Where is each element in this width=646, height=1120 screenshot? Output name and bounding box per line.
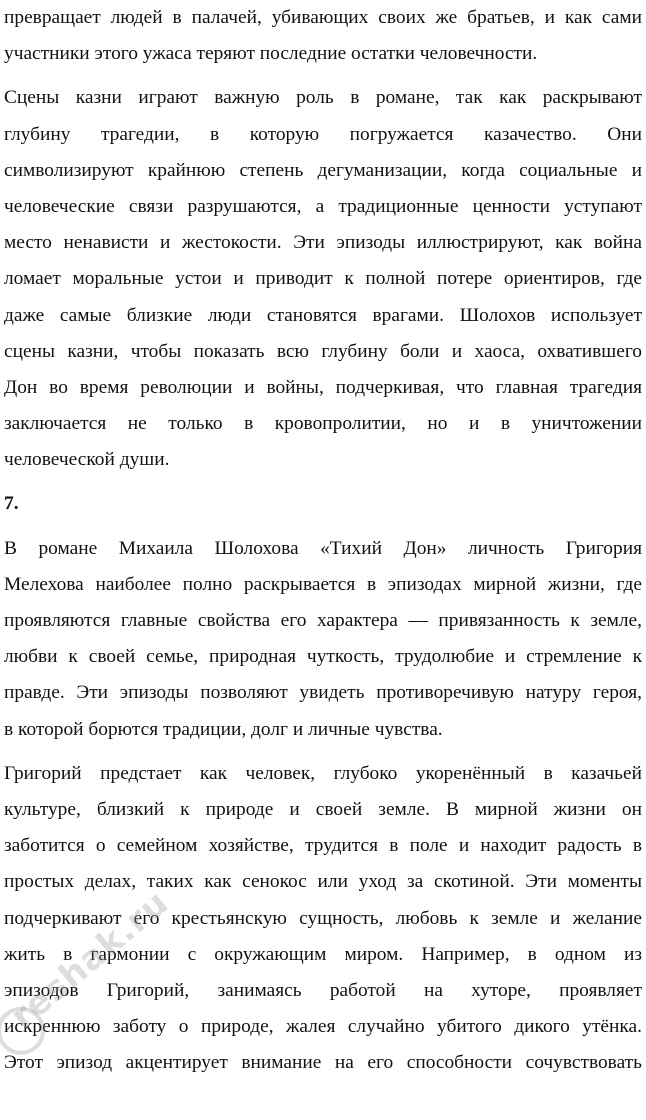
text-line: простых делах, таких как сенокос или уход за скотиной. Эти моменты	[4, 871, 642, 893]
document-page	[4, 0, 642, 1089]
text-line: человеческой души.	[4, 449, 170, 471]
text-line: подчеркивают его крестьянскую сущность, любовь к земле и желание	[4, 907, 642, 929]
text-line: символизируют крайнюю степень дегуманизации, когда социальные и	[4, 159, 642, 181]
text-line: Этот эпизод акцентирует внимание на его способности сочувствовать	[4, 1052, 642, 1074]
text-line: Григорий предстает как человек, глубоко укоренённый в казачьей	[4, 762, 642, 784]
text-line: участники этого ужаса теряют последние остатки человечности.	[4, 43, 538, 65]
paragraph-1	[4, 0, 642, 72]
paragraph-3	[4, 531, 642, 748]
text-line: искреннюю заботу о природе, жалея случайно убитого дикого утёнка.	[4, 1016, 642, 1038]
text-line: место ненависти и жестокости. Эти эпизоды иллюстрируют, как война	[4, 232, 642, 254]
text-line: В романе Михаила Шолохова «Тихий Дон» личность Григория	[4, 537, 642, 559]
watermark-text: reshak.ru	[3, 882, 177, 1038]
section-number-heading: 7.	[4, 493, 19, 515]
text-line: Мелехова наиболее полно раскрывается в эпизодах мирной жизни, где	[4, 573, 642, 595]
text-line: заботится о семейном хозяйстве, трудится в поле и находит радость в	[4, 835, 642, 857]
text-line: эпизодов Григорий, занимаясь работой на хуторе, проявляет	[4, 979, 642, 1001]
text-line: культуре, близкий к природе и своей земле. В мирной жизни он	[4, 798, 642, 820]
text-line: Дон во время революции и войны, подчеркивая, что главная трагедия	[4, 376, 642, 398]
text-line: превращает людей в палачей, убивающих своих же братьев, и как сами	[4, 7, 642, 28]
text-line: даже самые близкие люди становятся врагами. Шолохов использует	[4, 304, 642, 326]
text-line: глубину трагедии, в которую погружается казачество. Они	[4, 123, 642, 145]
text-line: проявляются главные свойства его характера — привязанность к земле,	[4, 610, 642, 631]
text-line: ломает моральные устои и приводит к полной потере ориентиров, где	[4, 268, 642, 290]
text-line: в которой борются традиции, долг и личные чувства.	[4, 718, 443, 740]
text-line: сцены казни, чтобы показать всю глубину боли и хаоса, охватившего	[4, 340, 642, 362]
text-line: любви к своей семье, природная чуткость, трудолюбие и стремление к	[4, 646, 642, 668]
text-line: человеческие связи разрушаются, а традиционные ценности уступают	[4, 195, 642, 217]
text-line: жить в гармонии с окружающим миром. Например, в одном из	[4, 943, 642, 965]
text-line: правде. Эти эпизоды позволяют увидеть противоречивую натуру героя,	[4, 682, 642, 704]
text-line: Сцены казни играют важную роль в романе, так как раскрывают	[4, 87, 642, 109]
text-line: заключается не только в кровопролитии, но и в уничтожении	[4, 413, 642, 435]
paragraph-2	[4, 80, 642, 478]
paragraph-4	[4, 756, 642, 1082]
